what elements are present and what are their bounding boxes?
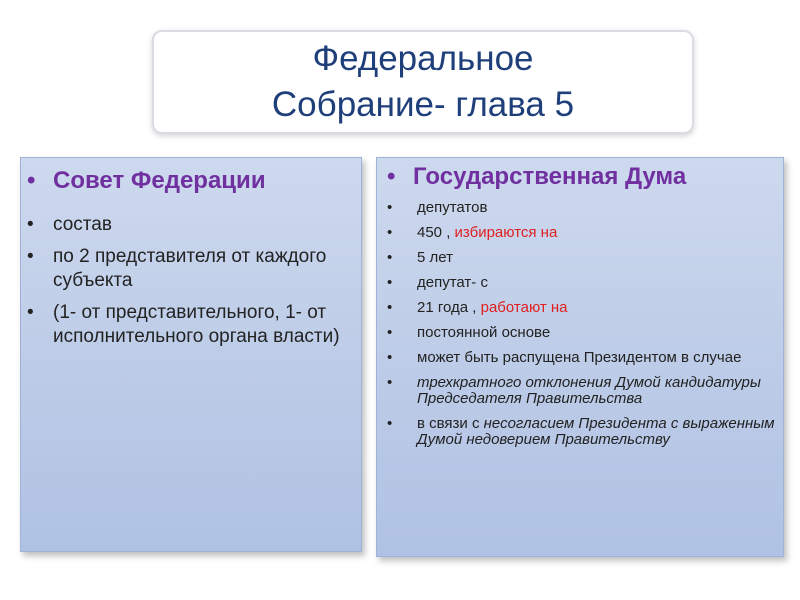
list-item: • в связи с несогласием Президента с выраженным Думой недоверием Правительству xyxy=(387,415,775,448)
state-duma-heading: • Государственная Дума xyxy=(387,163,687,190)
bullet-icon: • xyxy=(387,274,393,291)
bullet-icon: • xyxy=(27,167,36,194)
title-line-1: Федеральное xyxy=(312,39,534,78)
list-item: • депутат- с xyxy=(387,274,488,291)
state-duma-panel xyxy=(376,157,784,557)
list-item: • трехкратного отклонения Думой кандидатуры Председателя Правительства xyxy=(387,374,761,407)
bullet-icon: • xyxy=(387,324,393,341)
bullet-icon: • xyxy=(387,224,393,241)
list-item: • 5 лет xyxy=(387,249,453,266)
list-item: • по 2 представителя от каждого субъекта xyxy=(27,246,327,291)
federation-council-panel xyxy=(20,157,362,552)
list-item: • состав xyxy=(27,214,112,235)
bullet-icon: • xyxy=(387,415,393,432)
list-item: • 450 , избираются на xyxy=(387,224,558,241)
bullet-icon: • xyxy=(27,302,34,323)
bullet-icon: • xyxy=(387,163,396,190)
title-box xyxy=(152,30,694,134)
bullet-icon: • xyxy=(387,374,393,391)
list-item: • 21 года , работают на xyxy=(387,299,568,316)
bullet-icon: • xyxy=(27,246,34,267)
bullet-icon: • xyxy=(27,214,34,235)
bullet-icon: • xyxy=(387,299,393,316)
list-item: • (1- от представительного, 1- от исполнительного органа власти) xyxy=(27,302,340,347)
list-item: • депутатов xyxy=(387,199,488,216)
list-item: • может быть распущена Президентом в случае xyxy=(387,349,742,366)
list-item: • постоянной основе xyxy=(387,324,551,341)
bullet-icon: • xyxy=(387,349,393,366)
bullet-icon: • xyxy=(387,199,393,216)
title-line-2: Собрание- глава 5 xyxy=(271,85,575,124)
federation-council-heading: • Совет Федерации xyxy=(27,167,266,194)
bullet-icon: • xyxy=(387,249,393,266)
